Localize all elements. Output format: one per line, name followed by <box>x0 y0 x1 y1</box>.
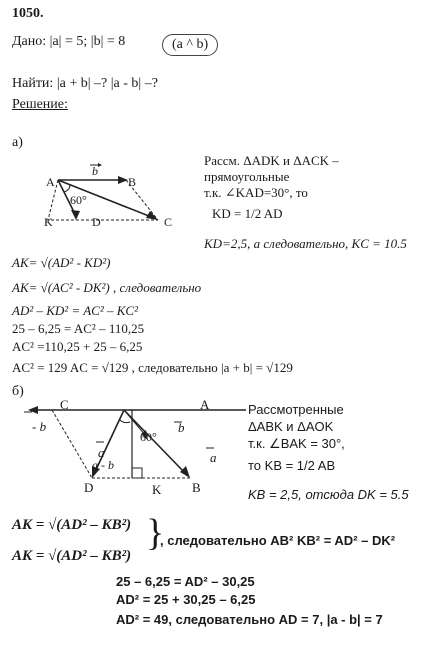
figure-b-label-c: C <box>60 397 69 412</box>
angle-arc-b <box>120 420 130 423</box>
part-a-text-4: KD = 1/2 AD <box>212 206 283 221</box>
figure-a-angle: 60° <box>70 193 87 207</box>
part-a-text-2: прямоугольные <box>204 169 290 184</box>
angle-arc <box>64 185 70 192</box>
figure-b-label-b: B <box>192 480 201 495</box>
system-brace: } <box>146 512 165 554</box>
part-b-label: б) <box>12 384 24 399</box>
given-text: |a| = 5; |b| = 8 <box>49 34 126 49</box>
figure-b-angle: 60° <box>140 430 157 444</box>
part-a-line-1: AK= √(AD² - KD²) <box>12 255 111 270</box>
arrowhead-ad <box>71 210 80 220</box>
figure-b <box>10 396 250 496</box>
system-tail: , следовательно AB² KB² = AD² – DK² <box>160 533 396 548</box>
figure-a-label-d: D <box>92 215 101 229</box>
arrowhead-ab-b <box>180 466 190 478</box>
arrowhead-c <box>28 406 38 414</box>
part-b-text-5: KB = 2,5, отсюда DK = 5.5 <box>248 487 409 502</box>
part-b-line-1: 25 – 6,25 = AD² – 30,25 <box>116 574 255 589</box>
part-b-text-2: ΔABK и ΔAOK <box>248 419 334 434</box>
figure-b-vector-minus-b: - b <box>32 419 47 434</box>
part-b-line-3: AD² = 49, следовательно AD = 7, |a - b| = 7 <box>116 612 383 627</box>
solution-heading: Решение: <box>12 97 68 112</box>
find-line <box>12 76 158 92</box>
figure-a-label-c: C <box>164 215 173 229</box>
part-b-text-4: то KB = 1/2 AB <box>248 458 336 473</box>
vector-b-mark-head <box>98 163 102 167</box>
system-line-2: AK = √(AD² – KB²) <box>12 548 132 564</box>
figure-b-vector-b: b <box>178 420 185 435</box>
figure-b-label-a: A <box>200 397 210 412</box>
part-a-line-4: 25 – 6,25 = AC² – 110,25 <box>12 321 145 336</box>
figure-a-label-b: B <box>128 175 137 189</box>
figure-b-vector-a: a <box>98 445 105 460</box>
figure-b-label-d: D <box>84 480 94 495</box>
figure-b-vector-a-right: a <box>210 450 217 465</box>
part-b-line-2: AD² = 25 + 30,25 – 6,25 <box>116 592 256 607</box>
find-text: |a + b| –? |a - b| –? <box>56 76 158 91</box>
right-angle-mark <box>132 468 142 478</box>
part-a-label: а) <box>12 135 23 150</box>
system-line-1: AK = √(AD² – KB²) <box>12 517 132 533</box>
given-line <box>12 34 125 50</box>
part-a-line-5: AC² =110,25 + 25 – 6,25 <box>12 339 143 354</box>
part-a-line-2: AK= √(AC² - DK²) , следовательно <box>12 280 202 295</box>
part-a-text-3: т.к. ∠KAD=30°, то <box>204 185 308 200</box>
part-a-line-6: AC² = 129 AC = √129 , следовательно |a + b| = √129 <box>12 360 293 375</box>
part-a-text-5: KD=2,5, а следовательно, KC = 10.5 <box>204 236 407 251</box>
part-b-text-3: т.к. ∠BAK = 30°, <box>248 436 345 451</box>
figure-a-vector-b: b <box>92 164 98 178</box>
given-angle: (a ^ b) <box>162 34 218 56</box>
part-b-text-1: Рассмотренные <box>248 402 344 417</box>
part-a-text-1: Рассм. ΔADK и ΔACK – <box>204 153 339 168</box>
figure-b-vector-a-minus-b: a - b <box>92 458 114 472</box>
part-a-line-3: AD² – KD² = AC² – KC² <box>12 303 138 318</box>
figure-a-label-a: A <box>46 175 55 189</box>
problem-number: 1050. <box>12 6 44 21</box>
segment-cd <box>52 410 92 478</box>
find-label: Найти: <box>12 76 54 91</box>
arrowhead-ab <box>118 176 128 184</box>
figure-b-label-k: K <box>152 482 162 497</box>
given-label: Дано: <box>12 34 47 49</box>
figure-a-label-k: K <box>44 215 53 229</box>
